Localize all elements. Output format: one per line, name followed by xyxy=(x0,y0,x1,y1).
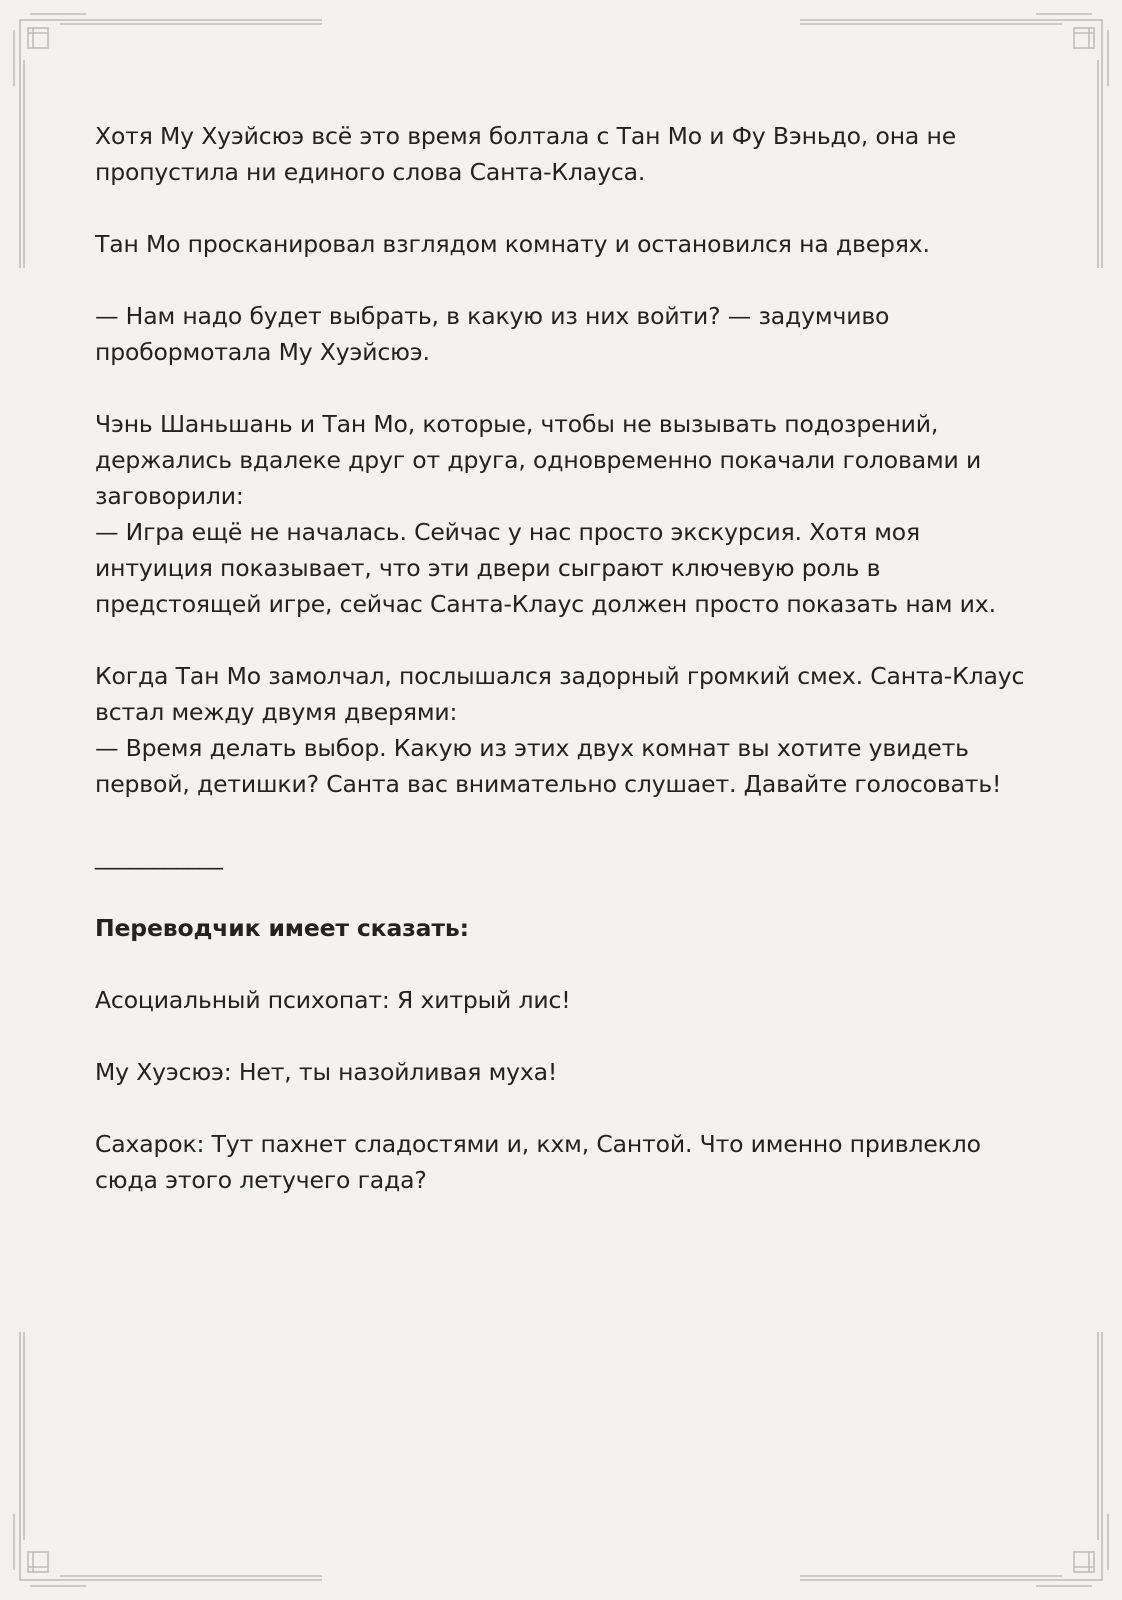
paragraph-line: держались вдалеке друг от друга, одновременно покачали головами и xyxy=(95,446,982,474)
paragraph-line: первой, детишки? Санта вас внимательно слушает. Давайте голосовать! xyxy=(95,770,1002,798)
paragraph-1 xyxy=(95,118,1035,190)
paragraph-10 xyxy=(95,1126,1035,1198)
paragraph-8 xyxy=(95,982,1035,1018)
paragraph-line: Хотя Му Хуэйсюэ всё это время болтала с Тан Мо и Фу Вэньдо, она не xyxy=(95,122,957,150)
frame-corner-bottom-left xyxy=(14,1332,322,1586)
paragraph-7 xyxy=(95,730,1035,802)
paragraph-line: интуиция показывает, что эти двери сыграют ключевую роль в xyxy=(95,554,881,582)
paragraph-line: Чэнь Шаньшань и Тан Мо, которые, чтобы не вызывать подозрений, xyxy=(95,410,939,438)
paragraph-line: Му Хуэсюэ: Нет, ты назойливая муха! xyxy=(95,1058,558,1086)
paragraph-line: пропустила ни единого слова Санта-Клауса. xyxy=(95,158,646,186)
paragraph-line: предстоящей игре, сейчас Санта-Клаус должен просто показать нам их. xyxy=(95,590,996,618)
paragraph-line: — Время делать выбор. Какую из этих двух комнат вы хотите увидеть xyxy=(95,734,969,762)
paragraph-4 xyxy=(95,406,1035,514)
separator-line xyxy=(95,838,1035,874)
document-body xyxy=(95,118,1035,1234)
paragraph-6 xyxy=(95,658,1035,730)
heading-text: Переводчик имеет сказать: xyxy=(95,914,469,942)
paragraph-line: заговорили: xyxy=(95,482,244,510)
paragraph-line: — Игра ещё не началась. Сейчас у нас просто экскурсия. Хотя моя xyxy=(95,518,921,546)
paragraph-2 xyxy=(95,226,1035,262)
paragraph-line: Сахарок: Тут пахнет сладостями и, кхм, Сантой. Что именно привлекло xyxy=(95,1130,981,1158)
paragraph-line: пробормотала Му Хуэйсюэ. xyxy=(95,338,430,366)
paragraph-line: Асоциальный психопат: Я хитрый лис! xyxy=(95,986,571,1014)
paragraph-line: сюда этого летучего гада? xyxy=(95,1166,427,1194)
paragraph-5 xyxy=(95,514,1035,622)
paragraph-line: Тан Мо просканировал взглядом комнату и остановился на дверях. xyxy=(95,230,930,258)
paragraph-line: встал между двумя дверями: xyxy=(95,698,458,726)
frame-corner-bottom-right xyxy=(800,1332,1108,1586)
paragraph-line: Когда Тан Мо замолчал, послышался задорный громкий смех. Санта-Клаус xyxy=(95,662,1025,690)
paragraph-9 xyxy=(95,1054,1035,1090)
paragraph-line: — Нам надо будет выбрать, в какую из них войти? — задумчиво xyxy=(95,302,890,330)
translator-heading xyxy=(95,910,1035,946)
paragraph-3 xyxy=(95,298,1035,370)
separator-text: ___________ xyxy=(95,842,223,870)
